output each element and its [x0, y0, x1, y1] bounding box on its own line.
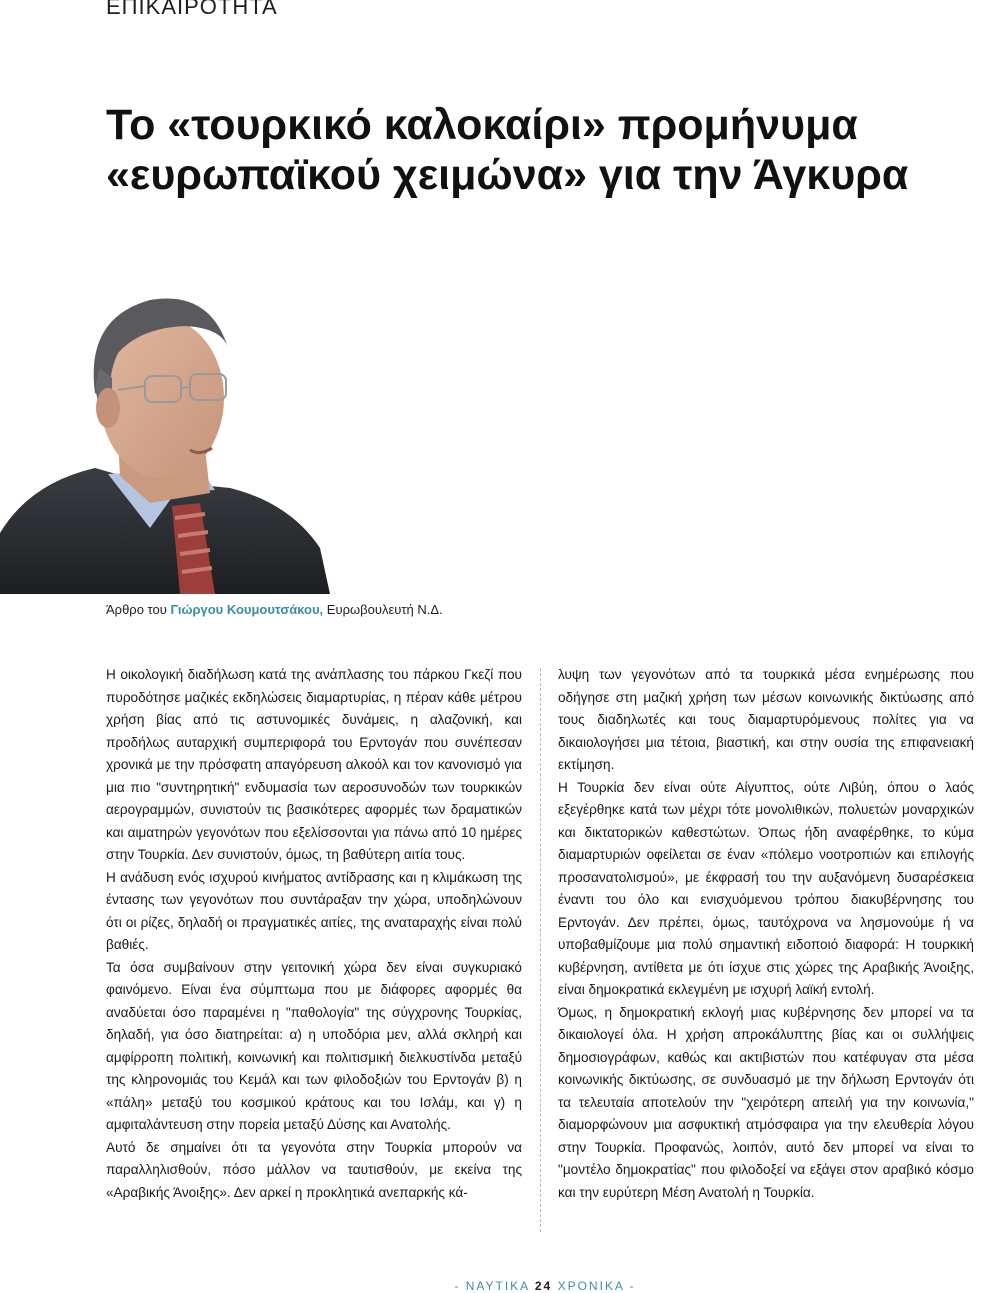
paragraph: Η Τουρκία δεν είναι ούτε Αίγυπτος, ούτε Λιβύη, όπου ο λαός εξεγέρθηκε κατά των μέχρι τότε μονολιθικών, πολυετών μοναρχικών και δικτατορικών καθεστώτων. Όπως ήδη αναφέρθηκε, το κύμα διαμαρτυριών οφείλεται σε έναν «πόλεμο νοοτροπιών και επιλογής προσανατολισμού», με έκφρασή του την αυξανόμενη δυσαρέσκεια έναντι του όλο και ενισχυόμενου τρόπου διακυβέρνησης του Ερντογάν. Δεν πρέπει, όμως, ταυτόχρονα να λησμονούμε ή να υποβαθμίζουμε μια πολύ σημαντική ειδοποιό διαφορά: Η τουρκική κυβέρνηση, αντίθετα με ότι ίσχυε στις χώρες της Αραβικής Άνοιξης, είναι δημοκρατικά εκλεγμένη με ισχυρή λαϊκή εντολή.	[558, 779, 974, 997]
headline-line-2: «ευρωπαϊκού χειμώνα» για την Άγκυρα	[106, 151, 909, 199]
footer-dash-left: -	[454, 1279, 461, 1293]
paragraph: λυψη των γεγονότων από τα τουρκικά μέσα ενημέρωσης που οδήγησε στη μαζική χρήση των μέσων κοινωνικής δικτύωσης από τους διαδηλωτές και τους διαμαρτυρόμενους πολίτες για να δικαιολογήσει μια τέτοια, βιαστική, και στην ουσία της επιφανειακή εκτίμηση.	[558, 667, 974, 772]
author-portrait-photo	[0, 278, 545, 594]
section-label: ΕΠΙΚΑΙΡΟΤΗΤΑ	[106, 0, 278, 19]
headline-line-1: Το «τουρκικό καλοκαίρι» προμήνυμα	[106, 101, 858, 149]
column-divider	[540, 668, 541, 1232]
paragraph: Όμως, η δημοκρατική εκλογή μιας κυβέρνησης δεν μπορεί να τα δικαιολογεί όλα. Η χρήση απροκάλυπτης βίας και οι συλλήψεις δημοσιογράφων, καθώς και ακτιβιστών που κατέφυγαν στα μέσα κοινωνικής δικτύωσης, σε συνδυασμό με την δήλωση Ερντογάν ότι τα τελευταία αποτελούν την "χειρότερη απειλή για την κοινωνία," διαμορφώνουν μια ασφυκτική ατμόσφαιρα για την ελευθερία λόγου στην Τουρκία. Προφανώς, λοιπόν, αυτό δεν μπορεί να είναι το "μοντέλο δημοκρατίας" που φιλοδοξεί να εξάγει στον αραβικό κόσμο και την ευρύτερη Μέση Ανατολή η Τουρκία.	[558, 1004, 974, 1200]
paragraph: Η ανάδυση ενός ισχυρού κινήματος αντίδρασης και η κλιμάκωση της έντασης των γεγονότων που συντάραξαν την χώρα, υποδηλώνουν ότι οι ρίζες, δηλαδή οι πραγματικές αιτίες, της αναταραχής είναι πολύ βαθιές.	[106, 869, 522, 952]
footer-word-2: ΧΡΟΝΙΚΑ	[557, 1279, 625, 1293]
article-column-left	[106, 664, 522, 1204]
footer-dash-right: -	[629, 1279, 636, 1293]
byline	[106, 602, 443, 617]
byline-author: Γιώργου Κουμουτσάκου,	[170, 602, 324, 617]
paragraph: Η οικολογική διαδήλωση κατά της ανάπλασης του πάρκου Γκεζί που πυροδότησε μαζικές εκδηλώσεις διαμαρτυρίας, η πέραν κάθε μέτρου χρήση βίας από τις αστυνομικές δυνάμεις, η αλαζονική, και προδήλως αυταρχική συμπεριφορά του Ερντογάν που συνέπεσαν χρονικά με την πρόσφατη απαγόρευση αλκοόλ και τον κανονισμό για μια πιο "συντηρητική" ενδυμασία των αεροσυνοδών των τουρκικών αερογραμμών, συνιστούν τις βασικότερες αφορμές των δραματικών και αιματηρών γεγονότων που εξελίσσονται για πάνω από 10 ημέρες στην Τουρκία. Δεν συνιστούν, όμως, τη βαθύτερη αιτία τους.	[106, 667, 522, 862]
page-number: 24	[534, 1279, 553, 1293]
article-column-right	[558, 664, 974, 1204]
footer-word-1: ΝΑΥΤΙΚΑ	[465, 1279, 530, 1293]
article-headline	[106, 100, 966, 200]
byline-role: Ευρωβουλευτή Ν.Δ.	[326, 602, 443, 617]
byline-prefix: Άρθρο του	[106, 602, 167, 617]
paragraph: Τα όσα συμβαίνουν στην γειτονική χώρα δεν είναι συγκυριακό φαινόμενο. Είναι ένα σύμπτωμα που με διάφορες αφορμές θα αναδύεται όσο παραμένει η "παθολογία" της σύγχρονης Τουρκίας, δηλαδή, για όσο διατηρείται: α) η υποδόρια μεν, αλλά σκληρή και αμφίρροπη πολιτική, κοινωνική και πολιτισμική διελκυστίνδα μεταξύ της κληρονομιάς του Κεμάλ και των φιλοδοξιών του Ερντογάν β) η «πάλη» μεταξύ του κοσμικού κράτους και του Ισλάμ, και γ) η αμφιταλάντευση στην πορεία μεταξύ Δύσης και Ανατολής.	[106, 959, 522, 1132]
paragraph: Αυτό δε σημαίνει ότι τα γεγονότα στην Τουρκία μπορούν να παραλληλισθούν, πόσο μάλλον να ταυτισθούν, με εκείνα της «Αραβικής Άνοιξης». Δεν αρκεί η προκλητικά ανεπαρκής κά-	[106, 1139, 522, 1200]
